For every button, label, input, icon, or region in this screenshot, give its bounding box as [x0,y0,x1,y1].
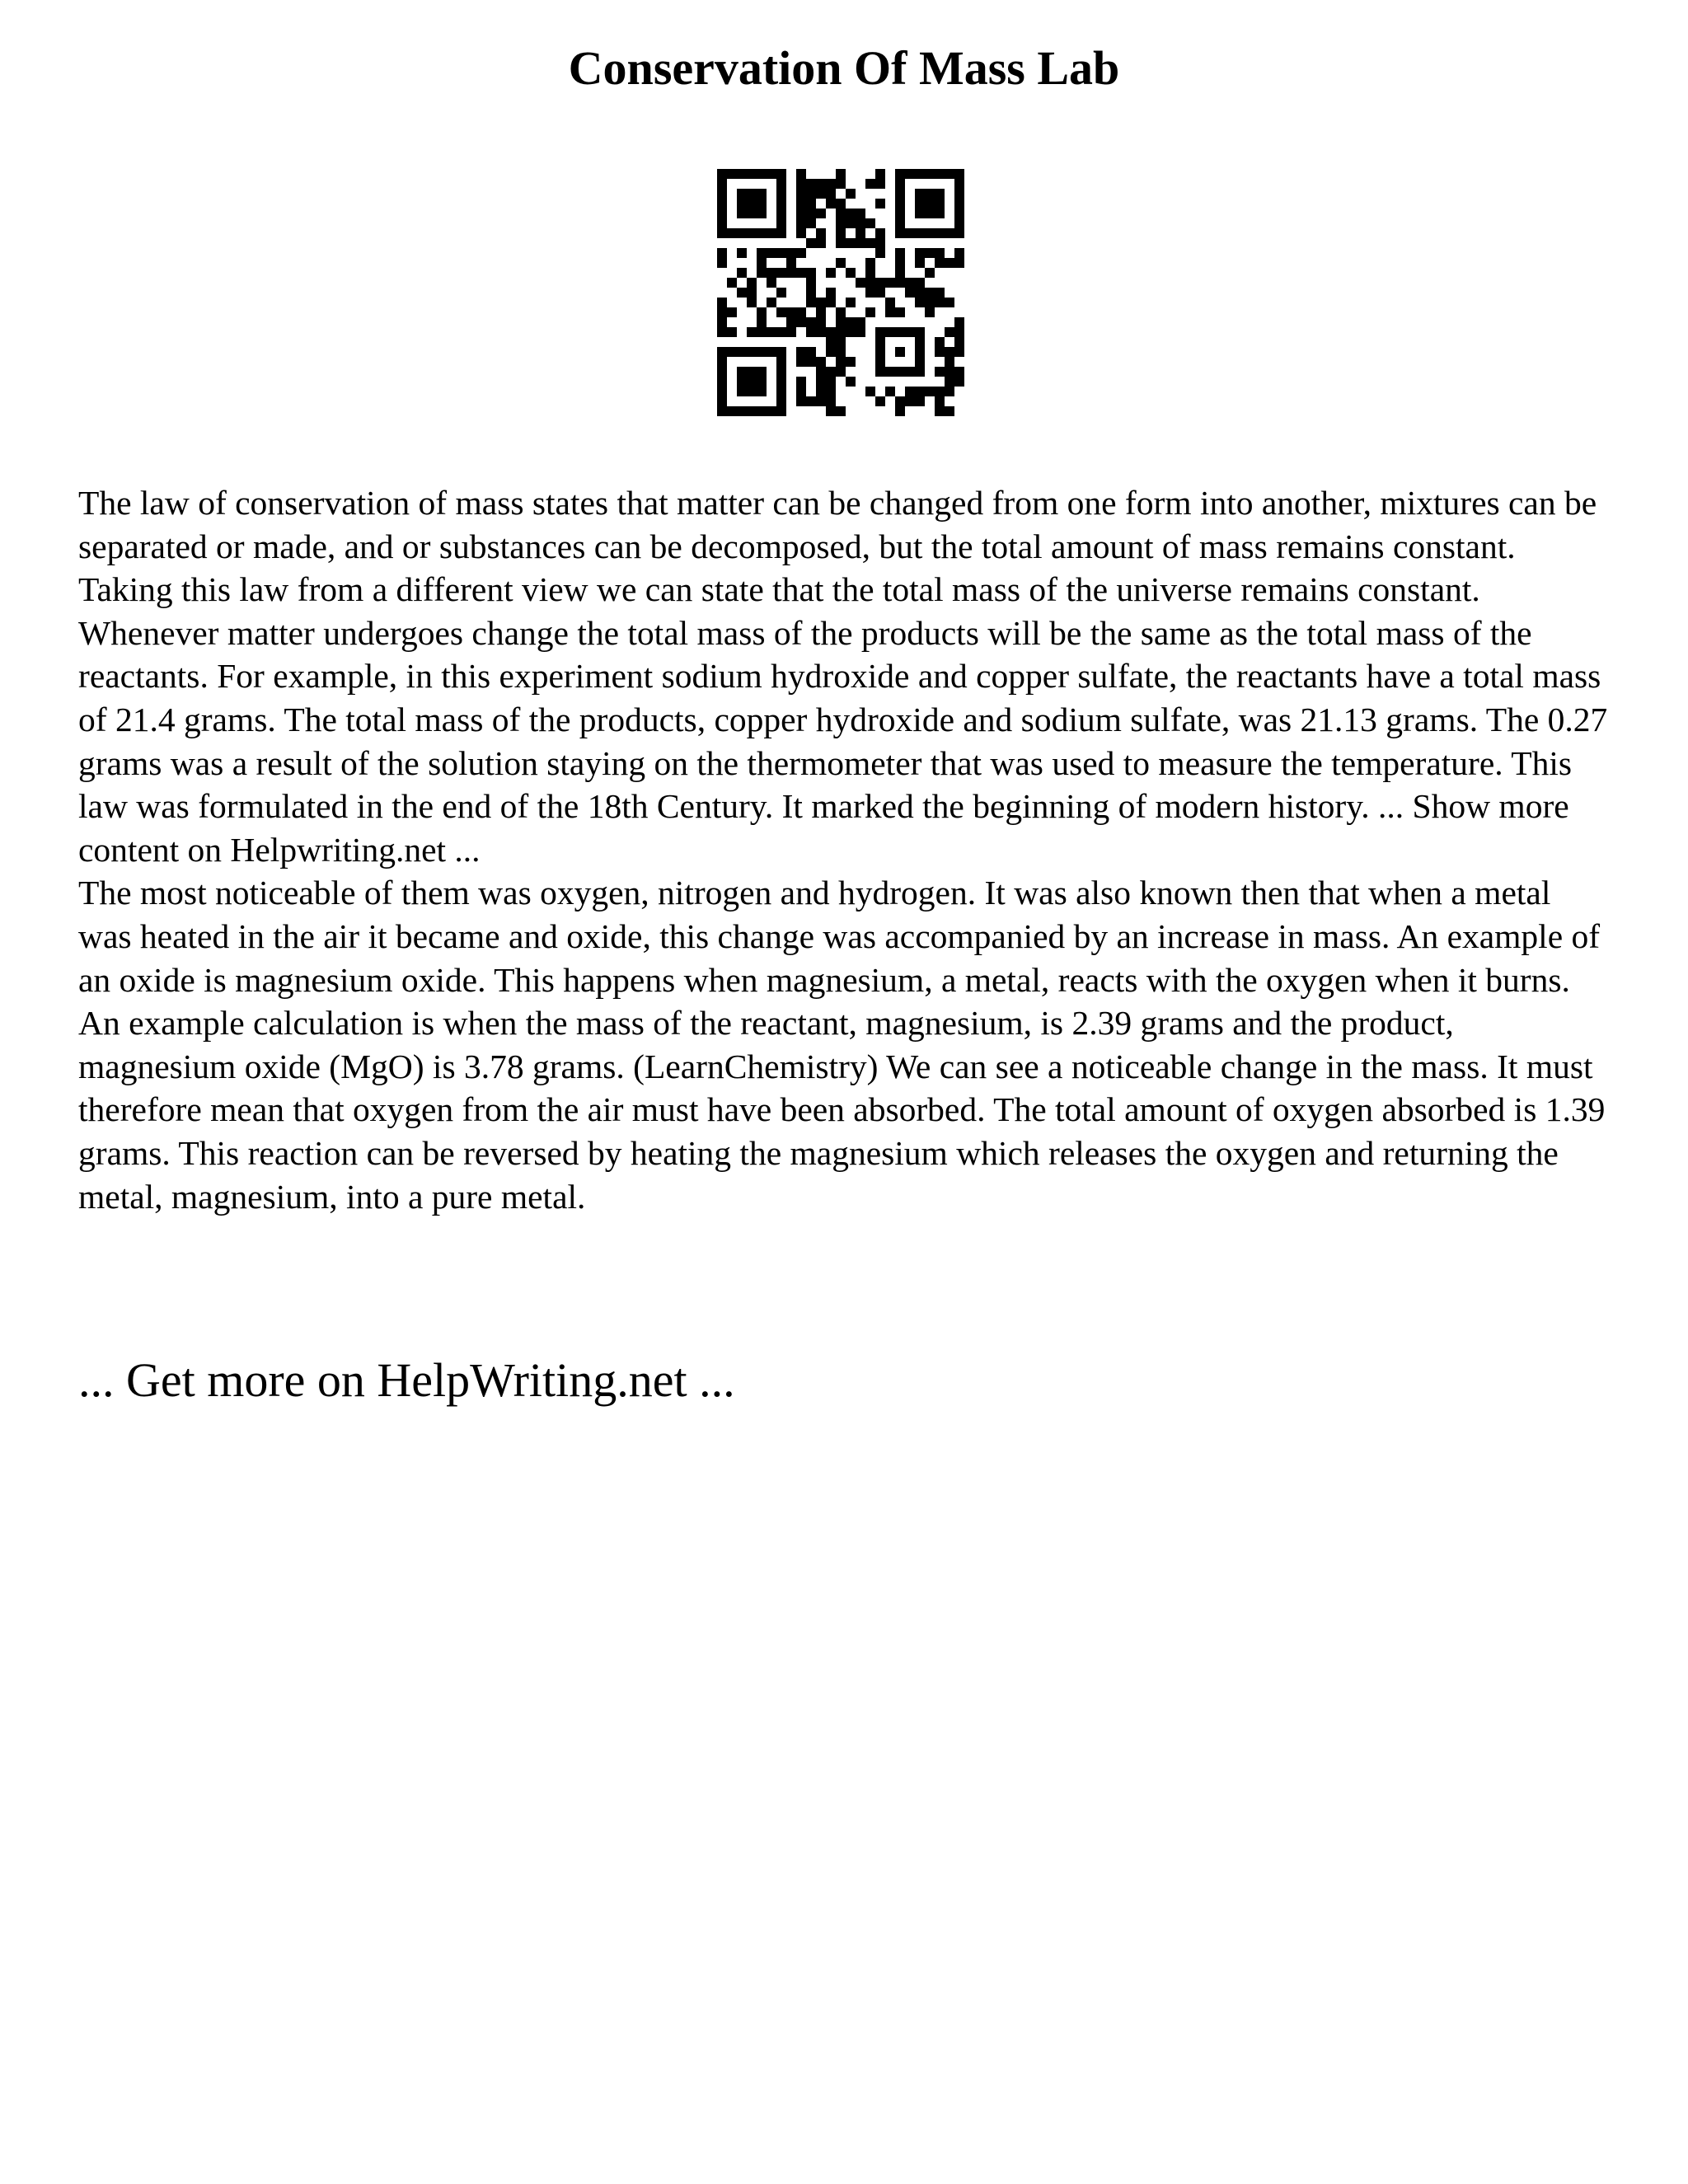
article-body [78,481,1611,1218]
get-more-link[interactable]: ... Get more on HelpWriting.net ... [78,1353,735,1407]
paragraph: The most noticeable of them was oxygen, nitrogen and hydrogen. It was also known then that when a metal was heated in the air it became and oxide, this change was accompanied by an increase in mass. An example of an oxide is magnesium oxide. This happens when magnesium, a metal, reacts with the oxygen when it burns. An example calculation is when the mass of the reactant, magnesium, is 2.39 grams and the product, magnesium oxide (MgO) is 3.78 grams. (LearnChemistry) We can see a noticeable change in the mass. It must therefore mean that oxygen from the air must have been absorbed. The total amount of oxygen absorbed is 1.39 grams. This reaction can be reversed by heating the magnesium which releases the oxygen and returning the metal, magnesium, into a pure metal. [78,874,1606,1216]
paragraph: The law of conservation of mass states that matter can be changed from one form into another, mixtures can be separated or made, and or substances can be decomposed, but the total amount of mass remains constant. Taking this law from a different view we can state that the total mass of the universe remains constant. Whenever matter undergoes change the total mass of the products will be the same as the total mass of the reactants. For example, in this experiment sodium hydroxide and copper sulfate, the reactants have a total mass of 21.4 grams. The total mass of the products, copper hydroxide and sodium sulfate, was 21.13 grams. The 0.27 grams was a result of the solution staying on the thermometer that was used to measure the temperature. This law was formulated in the end of the 18th Century. It marked the beginning of modern history. ... Show more content on Helpwriting.net ... [78,484,1608,869]
qr-code-icon [717,169,964,416]
page-title: Conservation Of Mass Lab [568,41,1120,95]
